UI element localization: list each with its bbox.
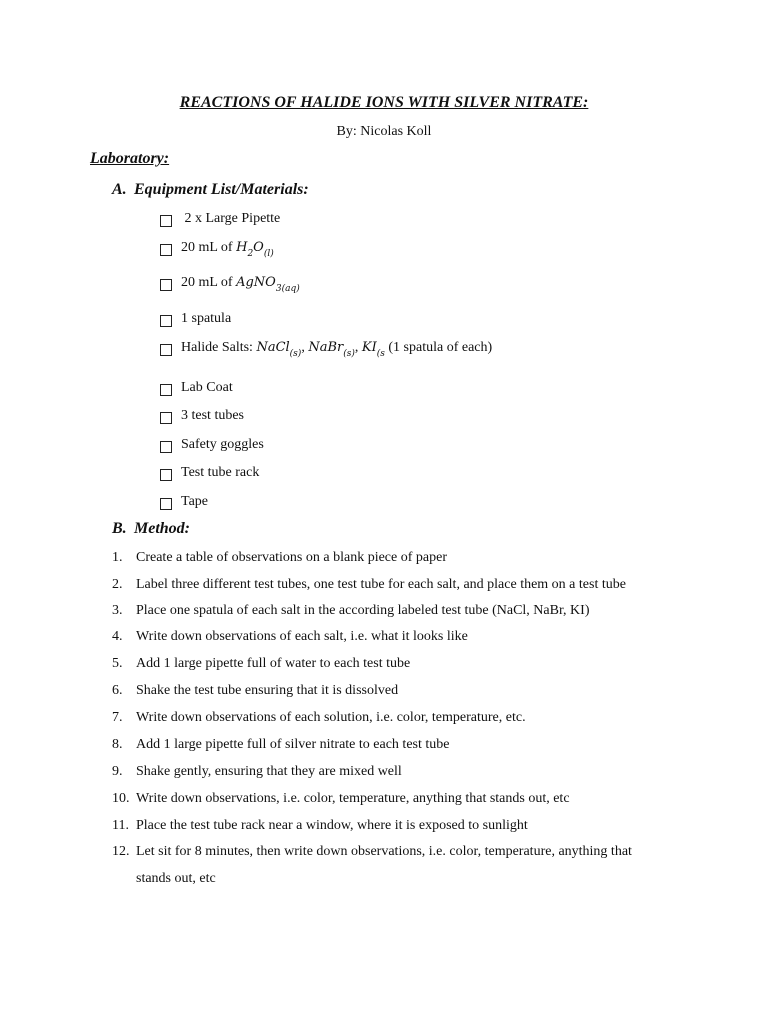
checklist-item[interactable] — [160, 311, 231, 327]
item-prefix: 20 mL of — [181, 275, 237, 290]
checklist-item-label: Tape — [181, 494, 209, 509]
method-step — [112, 550, 447, 566]
step-number: 7. — [112, 710, 123, 725]
equipment-heading-text: Equipment List/Materials: — [134, 181, 309, 198]
formula-subscript: 3(aq) — [275, 284, 300, 294]
step-text: Add 1 large pipette full of water to each test tube — [136, 656, 411, 671]
formula-part: O — [253, 240, 264, 255]
step-text: Let sit for 8 minutes, then write down observations, i.e. color, temperature, anything that — [136, 844, 632, 859]
step-number: 5. — [112, 656, 123, 671]
step-text: Place the test tube rack near a window, where it is exposed to sunlight — [136, 818, 528, 833]
salt-state: (s — [376, 349, 385, 359]
checkbox[interactable] — [160, 344, 172, 356]
checklist-item[interactable] — [160, 437, 264, 453]
formula-part: AgNO — [236, 275, 276, 290]
formula-subscript: 2 — [247, 249, 254, 259]
checklist-item[interactable] — [160, 211, 280, 227]
step-text: Write down observations of each solution, i.e. color, temperature, etc. — [136, 710, 526, 725]
checklist-item-label — [181, 240, 274, 259]
section-heading-laboratory: Laboratory: — [90, 150, 170, 167]
step-number: 2. — [112, 577, 123, 592]
checkbox[interactable] — [160, 315, 172, 327]
item-prefix: Halide Salts: — [181, 340, 257, 355]
step-text: Write down observations, i.e. color, temperature, anything that stands out, etc — [136, 791, 570, 806]
checklist-item[interactable] — [160, 494, 208, 510]
equipment-heading — [112, 181, 309, 199]
method-step — [112, 818, 528, 834]
method-heading — [112, 520, 190, 538]
checklist-item[interactable] — [160, 240, 274, 259]
checklist-item[interactable] — [160, 340, 493, 359]
method-step — [112, 764, 402, 780]
step-number: 10. — [112, 791, 130, 806]
method-step — [112, 577, 626, 593]
checklist-item-label — [181, 340, 493, 359]
step-number: 12. — [112, 844, 130, 859]
checklist-item[interactable] — [160, 408, 244, 424]
checkbox[interactable] — [160, 244, 172, 256]
step-text: Write down observations of each salt, i.e. what it looks like — [136, 629, 468, 644]
salt-name: KI — [361, 340, 377, 355]
salt-separator: , — [354, 340, 362, 355]
checklist-item-label: 1 spatula — [181, 311, 232, 326]
method-step — [112, 710, 526, 726]
method-letter: B. — [112, 520, 127, 537]
checkbox[interactable] — [160, 215, 172, 227]
checklist-item[interactable] — [160, 380, 233, 396]
salt-name: NaBr — [308, 340, 344, 355]
checklist-item-label: 3 test tubes — [181, 408, 244, 423]
item-prefix: 20 mL of — [181, 240, 237, 255]
checkbox[interactable] — [160, 279, 172, 291]
method-step — [112, 603, 590, 619]
step-number: 9. — [112, 764, 123, 779]
salt-state: (s) — [289, 349, 302, 359]
item-suffix: (1 spatula of each) — [384, 340, 493, 355]
checklist-item-label: Test tube rack — [181, 465, 260, 480]
salt-name: NaCl — [256, 340, 290, 355]
method-heading-text: Method: — [134, 520, 190, 537]
checklist-item[interactable] — [160, 465, 259, 481]
step-number: 11. — [112, 818, 129, 833]
checkbox[interactable] — [160, 441, 172, 453]
method-step-continuation — [136, 871, 216, 887]
checkbox[interactable] — [160, 498, 172, 510]
method-step — [112, 629, 468, 645]
checklist-item-label — [181, 275, 300, 294]
formula-state: (l) — [263, 249, 274, 259]
salt-state: (s) — [343, 349, 355, 359]
checkbox[interactable] — [160, 469, 172, 481]
method-step — [112, 737, 449, 753]
step-number: 1. — [112, 550, 123, 565]
checklist-item-label: Safety goggles — [181, 437, 264, 452]
checkbox[interactable] — [160, 412, 172, 424]
step-text: Label three different test tubes, one test tube for each salt, and place them on a test tube — [136, 577, 626, 592]
method-step — [112, 683, 398, 699]
formula-part: H — [236, 240, 248, 255]
step-text: Add 1 large pipette full of silver nitrate to each test tube — [136, 737, 450, 752]
step-number: 8. — [112, 737, 123, 752]
equipment-letter: A. — [112, 181, 127, 198]
step-text: Place one spatula of each salt in the according labeled test tube (NaCl, NaBr, KI) — [136, 603, 590, 618]
checkbox[interactable] — [160, 384, 172, 396]
checklist-item-label: 2 x Large Pipette — [181, 211, 281, 226]
salt-separator: , — [301, 340, 309, 355]
document-title: REACTIONS OF HALIDE IONS WITH SILVER NITRATE: — [179, 94, 589, 111]
method-step — [112, 656, 410, 672]
checklist-item-label: Lab Coat — [181, 380, 233, 395]
step-text: Shake the test tube ensuring that it is dissolved — [136, 683, 399, 698]
step-text: Shake gently, ensuring that they are mixed well — [136, 764, 402, 779]
step-number: 4. — [112, 629, 123, 644]
checklist-item[interactable] — [160, 275, 300, 294]
method-step — [112, 844, 632, 860]
step-number: 3. — [112, 603, 123, 618]
method-step — [112, 791, 570, 807]
step-text-continuation: stands out, etc — [136, 871, 216, 886]
step-text: Create a table of observations on a blank piece of paper — [136, 550, 447, 565]
step-number: 6. — [112, 683, 123, 698]
author-line: By: Nicolas Koll — [336, 124, 432, 139]
